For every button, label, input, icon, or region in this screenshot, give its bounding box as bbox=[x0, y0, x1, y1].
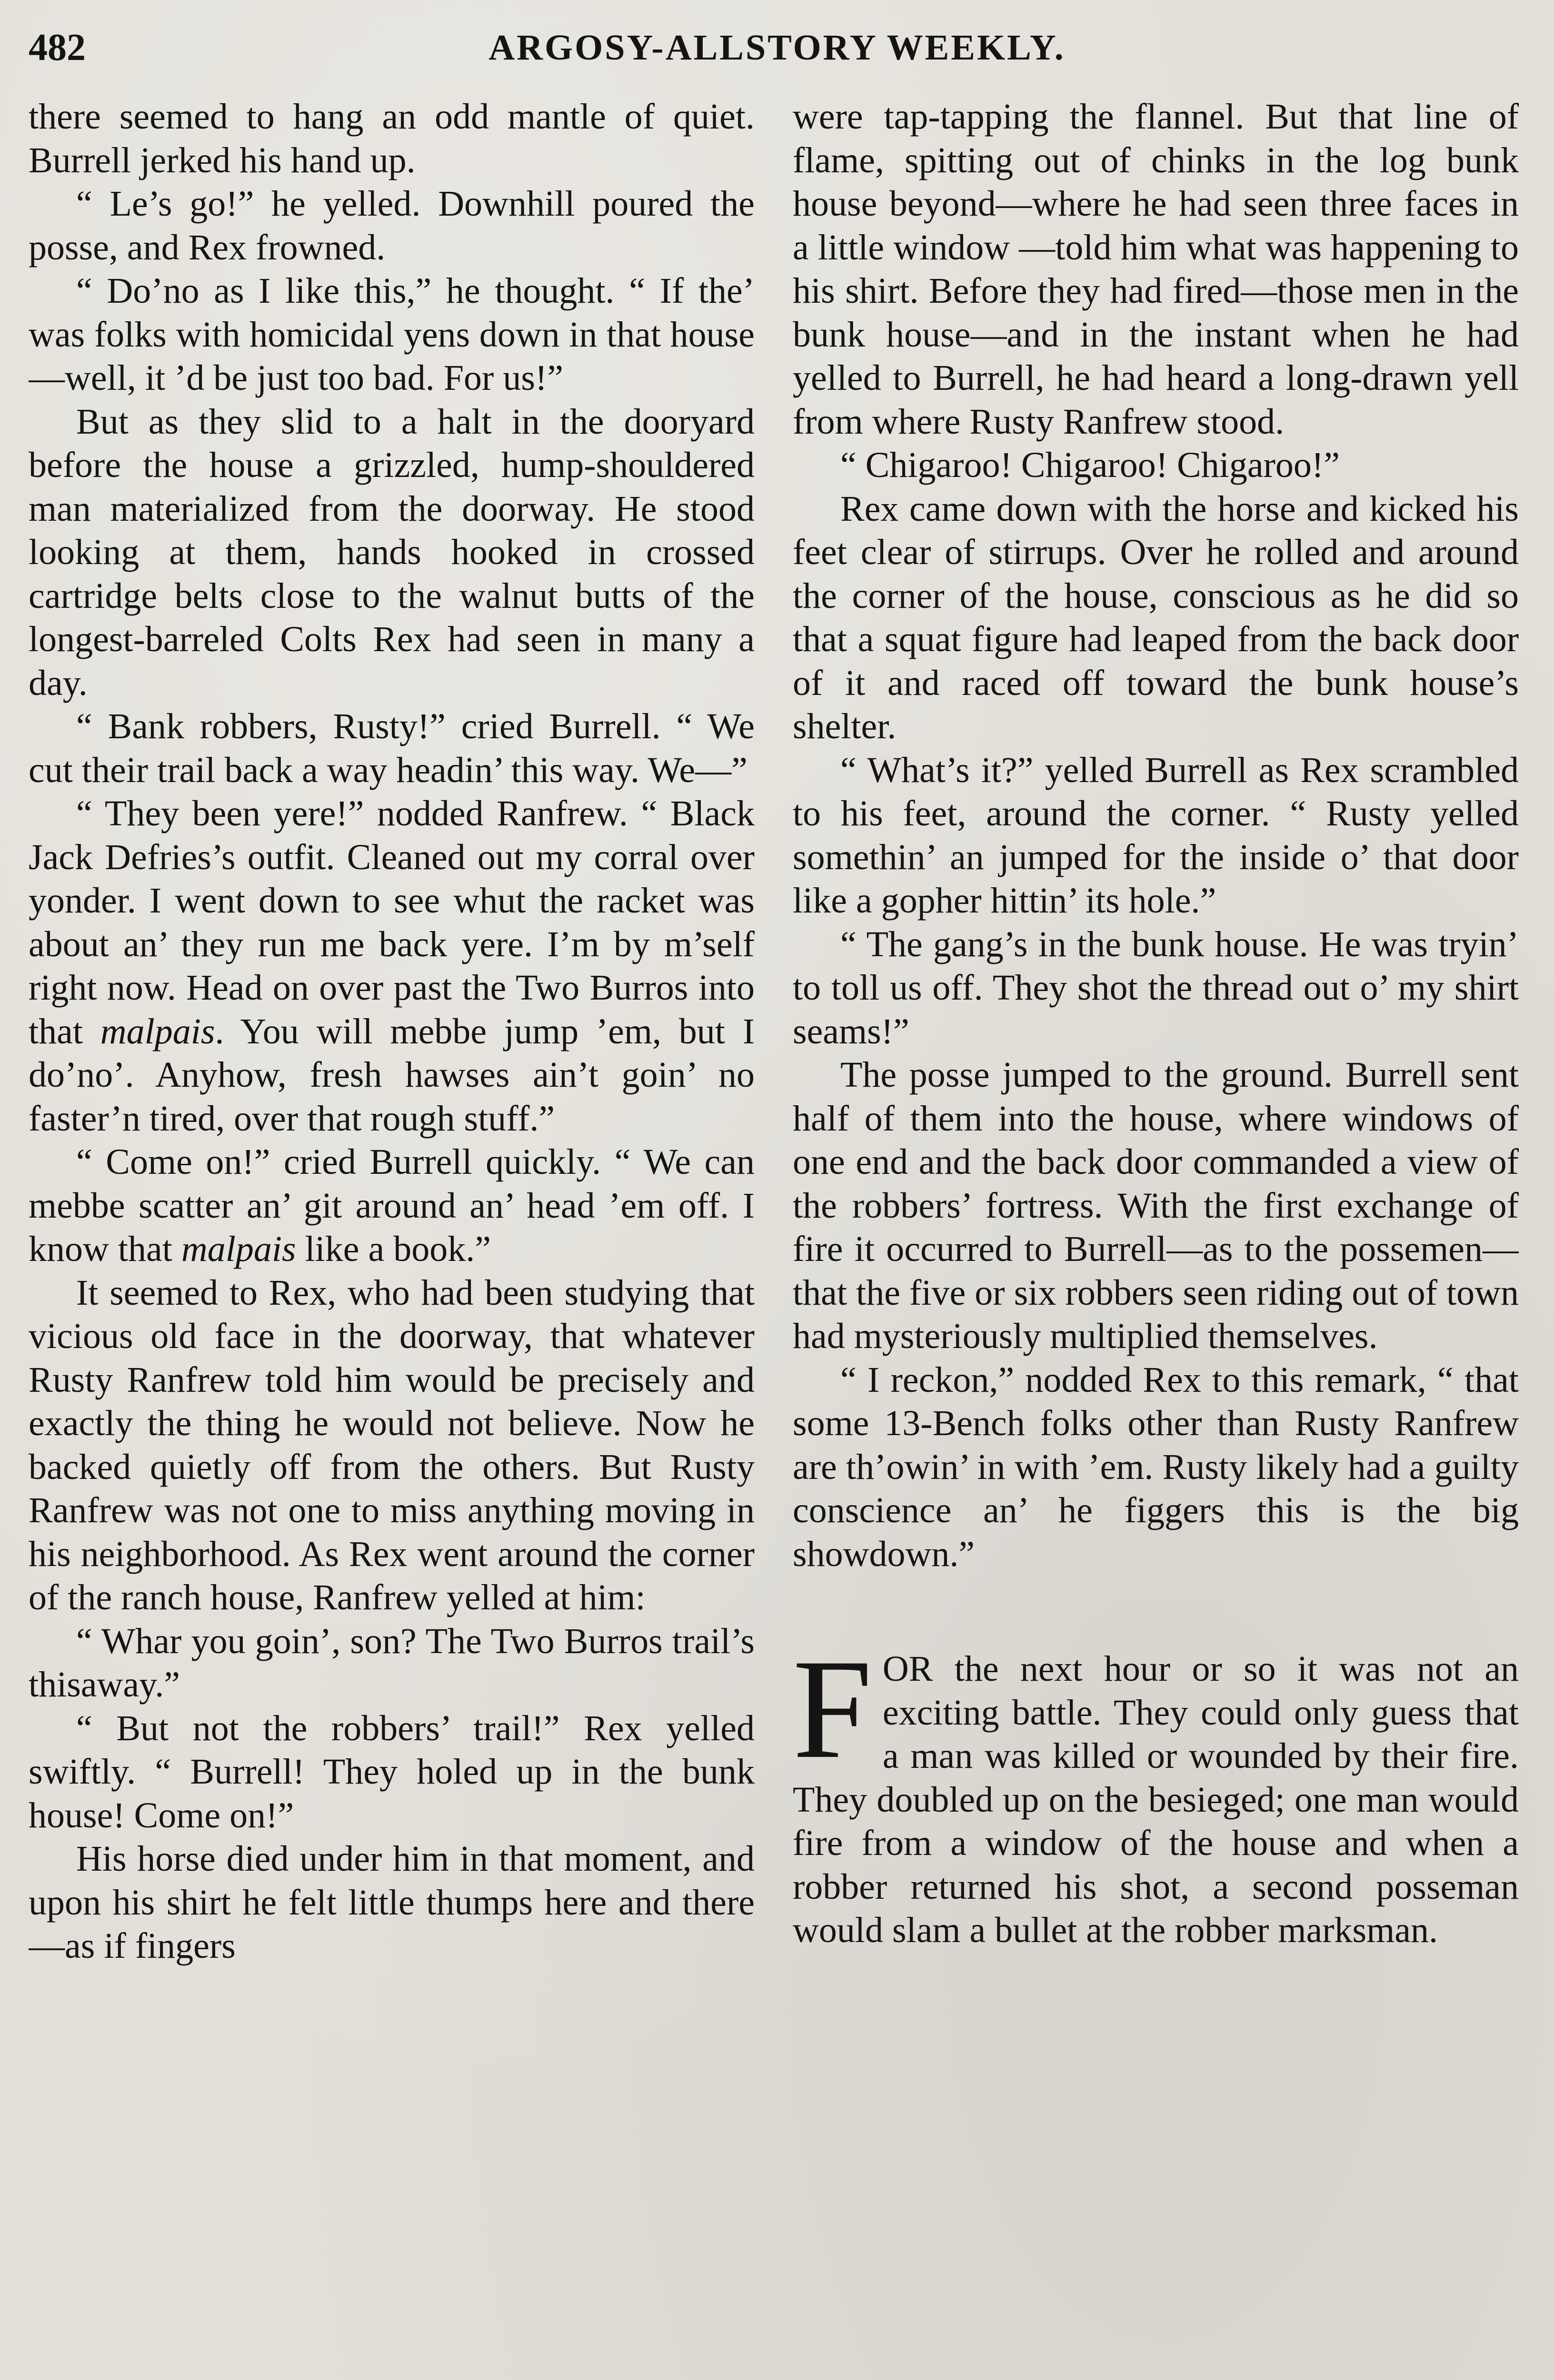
paragraph: It seemed to Rex, who had been studying that vicious old face in the doorway, that whatever Rusty Ranfrew told him would be precisely and exactly the thing he would not believe. Now he backed quietly off from the others. But Rusty Ranfrew was not one to miss anything moving in his neighborhood. As Rex went around the corner of the ranch house, Ranfrew yelled at him: bbox=[29, 1272, 755, 1617]
page-number: 482 bbox=[29, 27, 86, 69]
section-break bbox=[793, 1576, 1519, 1647]
italic-word: malpais bbox=[181, 1229, 296, 1269]
paragraph: “ Do’no as I like this,” he thought. “ If the’ was folks with homicidal yens down in that house—well, it ’d be just too bad. For us!” bbox=[29, 271, 755, 398]
paragraph-text: “ Come on!” cried Burrell quickly. “ We can mebbe scatter an’ git around an’ head ’em off. I know that bbox=[29, 1142, 755, 1269]
paragraph: were tap-tapping the flannel. But that line of flame, spitting out of chinks in the log bunk house beyond—where he had seen three faces in a little window —told him what was happening to his shirt. Before they had fired—those men in the bunk house—and in the instant when he had yelled to Burrell, he had heard a long-drawn yell from where Rusty Ranfrew stood. bbox=[793, 97, 1519, 442]
paragraph: there seemed to hang an odd mantle of quiet. Burrell jerked his hand up. bbox=[29, 97, 755, 180]
paragraph: But as they slid to a halt in the dooryard before the house a grizzled, hump-shouldered man materialized from the doorway. He stood looking at them, hands hooked in crossed cartridge belts close to the walnut butts of the longest-barreled Colts Rex had seen in many a day. bbox=[29, 401, 755, 703]
dropcap-paragraph bbox=[793, 1630, 1519, 1953]
drop-cap-letter: F bbox=[793, 1630, 872, 1788]
text-columns bbox=[29, 95, 1519, 2366]
paragraph: “ Whar you goin’, son? The Two Burros trail’s thisaway.” bbox=[29, 1621, 755, 1705]
paragraph: “ Le’s go!” he yelled. Downhill poured the posse, and Rex frowned. bbox=[29, 184, 755, 268]
italic-word: malpais bbox=[100, 1011, 215, 1051]
paragraph: The posse jumped to the ground. Burrell sent half of them into the house, where windows of one end and the back door commanded a view of the robbers’ fortress. With the first exchange of fire it occurred to Burrell—as to the possemen—that the five or six robbers seen riding out of town had mysteriously multiplied themselves. bbox=[793, 1055, 1519, 1356]
paragraph bbox=[29, 792, 755, 1140]
paragraph: His horse died under him in that moment, and upon his shirt he felt little thumps here and there—as if fingers bbox=[29, 1839, 755, 1966]
paragraph: “ Chigaroo! Chigaroo! Chigaroo!” bbox=[840, 445, 1340, 485]
paragraph: “ What’s it?” yelled Burrell as Rex scrambled to his feet, around the corner. “ Rusty yelled somethin’ an jumped for the inside o’ that door like a gopher hittin’ its hole.” bbox=[793, 750, 1519, 921]
paragraph: “ But not the robbers’ trail!” Rex yelled swiftly. “ Burrell! They holed up in the bunk house! Come on!” bbox=[29, 1708, 755, 1835]
paragraph-text: OR the next hour or so it was not an exciting battle. They could only guess that a man was killed or wounded by their fire. They doubled up on the besieged; one man would fire from a window of the house and when a robber returned his shot, a second posseman would slam a bullet at the robber marksman. bbox=[793, 1649, 1519, 1950]
paragraph: “ I reckon,” nodded Rex to this remark, “ that some 13-Bench folks other than Rusty Ranfrew are th’owin’ in with ’em. Rusty likely had a guilty conscience an’ he figgers this is the big showdown.” bbox=[793, 1359, 1519, 1574]
paragraph-text: like a book.” bbox=[296, 1229, 491, 1269]
page-header bbox=[29, 19, 1525, 76]
paragraph-text: “ They been yere!” nodded Ranfrew. “ Black Jack Defries’s outfit. Cleaned out my corral over yonder. I went down to see whut the racket was about an’ they run me back yere. I’m by m’self right now. Head on over past the Two Burros into that bbox=[29, 793, 755, 1051]
right-column bbox=[793, 95, 1519, 2366]
paragraph: “ The gang’s in the bunk house. He was tryin’ to toll us off. They shot the thread out o’ my shirt seams!” bbox=[793, 924, 1519, 1051]
paragraph: Rex came down with the horse and kicked his feet clear of stirrups. Over he rolled and around the corner of the house, conscious as he did so that a squat figure had leaped from the back door of it and raced off toward the bunk house’s shelter. bbox=[793, 488, 1519, 746]
paragraph bbox=[29, 1140, 755, 1271]
left-column bbox=[29, 95, 755, 2366]
paragraph-text: . You will mebbe jump ’em, but I do’no’. Anyhow, fresh hawses ain’t goin’ no faster’n tired, over that rough stuff.” bbox=[29, 1011, 755, 1139]
paragraph: “ Bank robbers, Rusty!” cried Burrell. “ We cut their trail back a way headin’ this way. We—” bbox=[29, 706, 755, 790]
magazine-title: ARGOSY-ALLSTORY WEEKLY. bbox=[488, 28, 1066, 68]
